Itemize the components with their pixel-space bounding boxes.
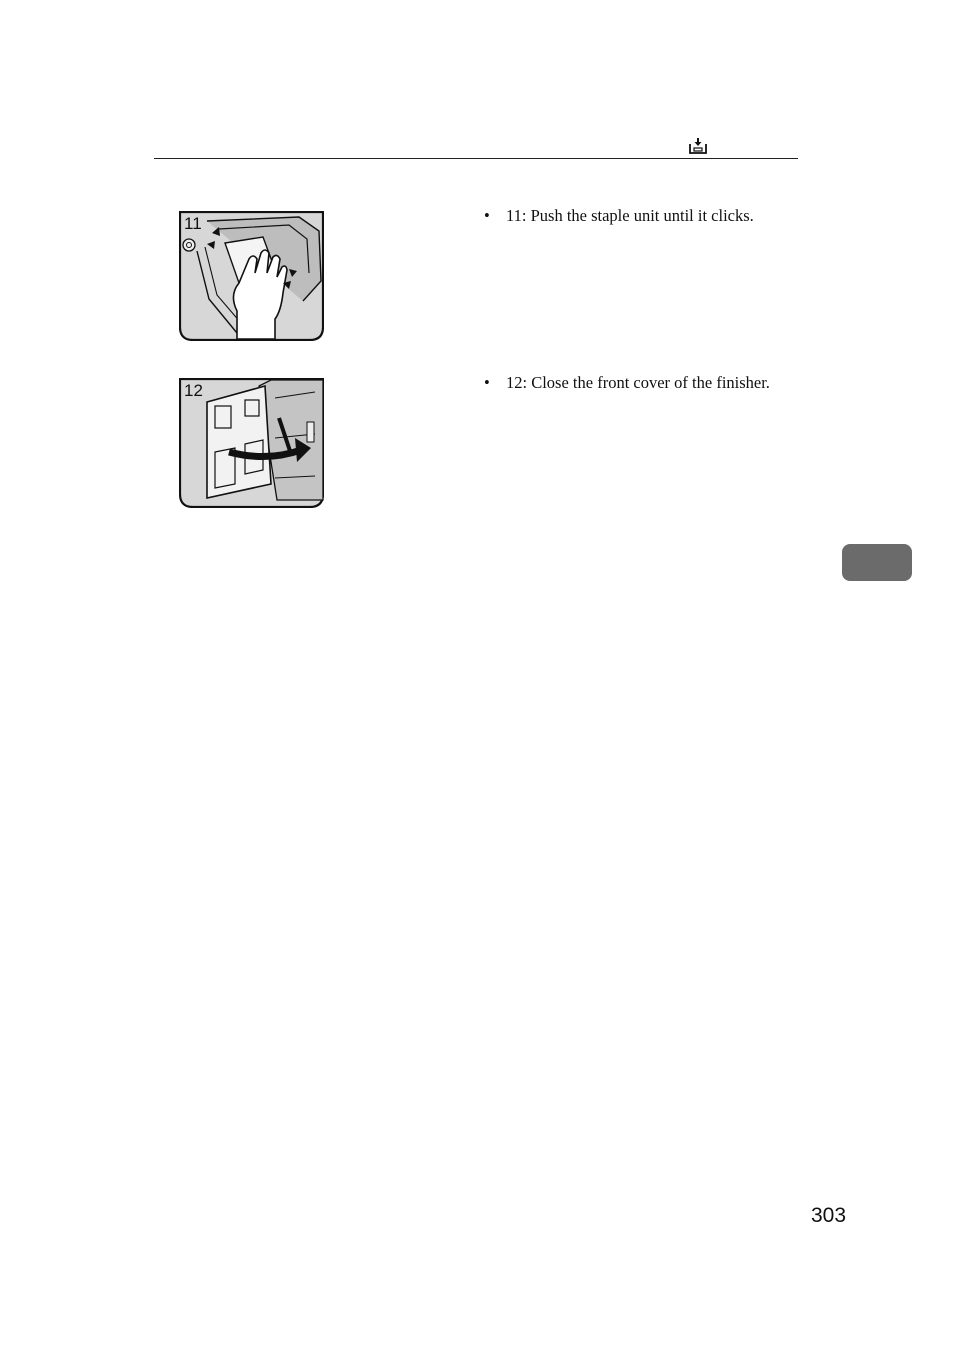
step-12-text: 12: Close the front cover of the finisher. xyxy=(506,373,770,392)
figure-12-label: 12 xyxy=(184,381,203,400)
figure-11-label: 11 xyxy=(184,214,202,233)
page-number: 303 xyxy=(811,1204,847,1227)
header-rule xyxy=(154,158,798,159)
bullet: • xyxy=(484,373,490,392)
step-12-instruction xyxy=(484,373,770,393)
step-11-text: 11: Push the staple unit until it clicks. xyxy=(506,206,754,225)
bullet: • xyxy=(484,206,490,225)
chapter-tab xyxy=(842,544,912,581)
step-11-instruction xyxy=(484,206,754,226)
paper-tray-download-icon xyxy=(688,137,708,155)
